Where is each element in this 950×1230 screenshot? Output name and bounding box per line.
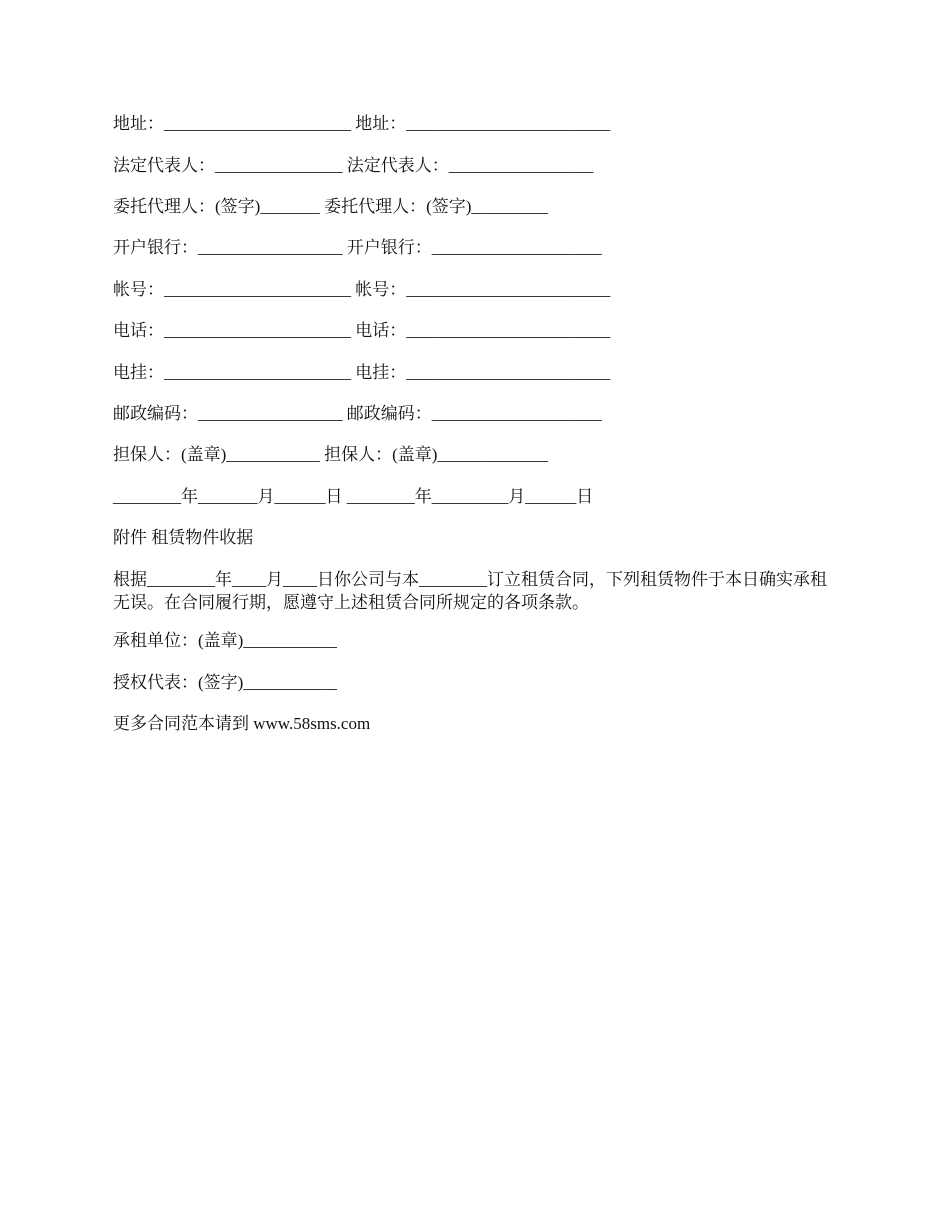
account-line: 帐号：______________________ 帐号：________________________ [113,280,611,299]
date-line: ________年_______月______日 ________年_________月______日 [113,487,594,506]
receipt-paragraph: 根据________年____月____日你公司与本________订立租赁合同，下列租赁物件于本日确实承租无误。在合同履行期，愿遵守上述租赁合同所规定的各项条款。 [113,570,827,612]
postcode-line: 邮政编码：_________________ 邮政编码：____________________ [113,404,602,423]
phone-line: 电话：______________________ 电话：________________________ [113,321,611,340]
bank-line: 开户银行：_________________ 开户银行：____________________ [113,238,602,257]
attachment-title: 附件 租赁物件收据 [113,528,254,547]
agent-line: 委托代理人：(签字)_______ 委托代理人：(签字)_________ [113,197,548,216]
authorized-rep-line: 授权代表：(签字)___________ [113,673,337,692]
telegraph-line: 电挂：______________________ 电挂：________________________ [113,363,611,382]
address-line: 地址：______________________ 地址：________________________ [113,114,611,133]
guarantor-line: 担保人：(盖章)___________ 担保人：(盖章)_____________ [113,445,548,464]
legal-rep-line: 法定代表人：_______________ 法定代表人：_________________ [113,156,594,175]
footer-note: 更多合同范本请到 www.58sms.com [113,714,371,733]
lessee-unit-line: 承租单位：(盖章)___________ [113,631,337,650]
